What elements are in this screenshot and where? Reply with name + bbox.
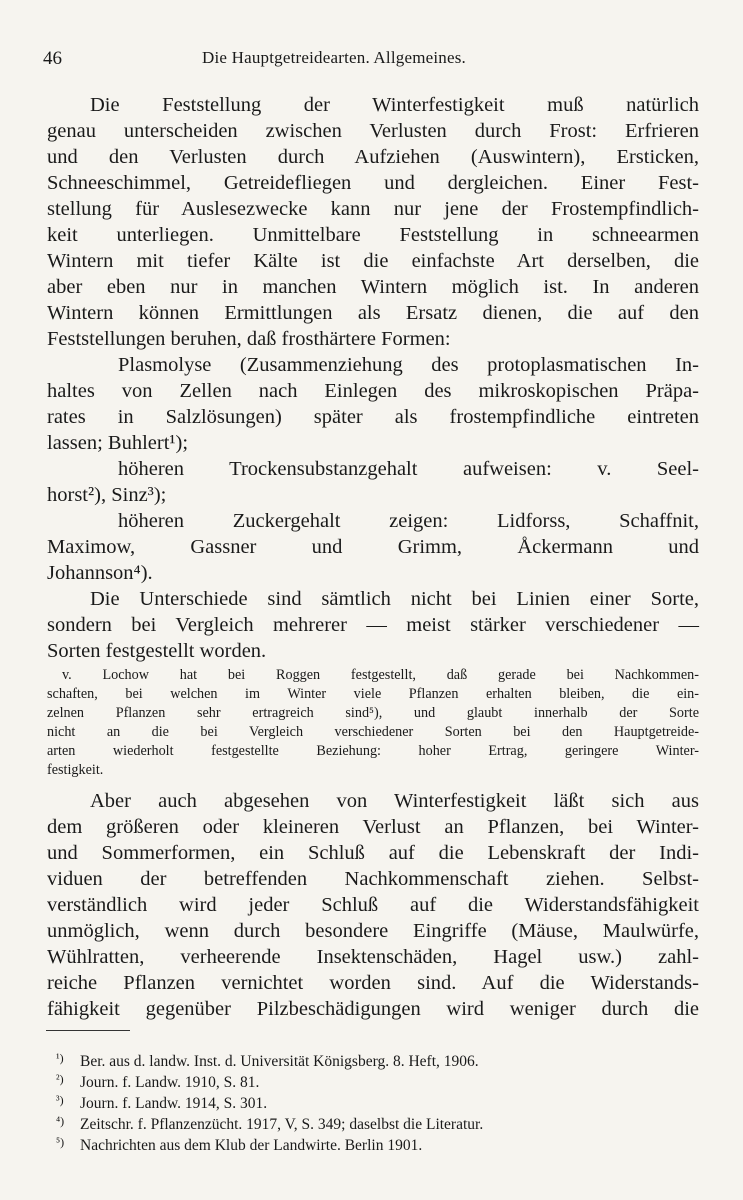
footnote-mark: ¹) xyxy=(56,1051,64,1065)
page-header xyxy=(43,44,703,74)
body-line: und Sommerformen, ein Schluß auf die Lebenskraft der Indi- xyxy=(47,842,699,864)
small-print-line: nicht an die bei Vergleich verschiedener Sorten bei den Hauptgetreide- xyxy=(47,724,699,740)
body-line: Maximow, Gassner und Grimm, Åckermann und xyxy=(47,536,699,558)
body-line: aber eben nur in manchen Wintern möglich ist. In anderen xyxy=(47,276,699,298)
body-line: höheren Trockensubstanzgehalt aufweisen: v. Seel- xyxy=(118,458,699,480)
body-line: höheren Zuckergehalt zeigen: Lidforss, Schaffnit, xyxy=(118,510,699,532)
footnote xyxy=(56,1048,700,1070)
body-line: unmöglich, wenn durch besondere Eingriffe (Mäuse, Maulwürfe, xyxy=(47,920,699,942)
body-line: Die Unterschiede sind sämtlich nicht bei Linien einer Sorte, xyxy=(90,588,699,610)
body-line: Wühlratten, verheerende Insektenschäden, Hagel usw.) zahl- xyxy=(47,946,699,968)
small-print-line: festigkeit. xyxy=(47,762,104,778)
footnote-text: Journ. f. Landw. 1910, S. 81. xyxy=(80,1074,260,1091)
small-print-line: schaften, bei welchen im Winter viele Pflanzen erhalten bleiben, die ein- xyxy=(47,686,699,702)
small-print-line: v. Lochow hat bei Roggen festgestellt, daß gerade bei Nachkommen- xyxy=(62,667,699,683)
body-line: stellung für Auslesezwecke kann nur jene der Frostempfindlich- xyxy=(47,198,699,220)
body-line: haltes von Zellen nach Einlegen des mikroskopischen Präpa- xyxy=(47,380,699,402)
footnote-mark: ²) xyxy=(56,1072,64,1086)
body-line: genau unterscheiden zwischen Verlusten durch Frost: Erfrieren xyxy=(47,120,699,142)
body-line: Johannson⁴). xyxy=(47,562,153,584)
body-line: viduen der betreffenden Nachkommenschaft ziehen. Selbst- xyxy=(47,868,699,890)
body-line: Wintern können Ermittlungen als Ersatz dienen, die auf den xyxy=(47,302,699,324)
footnote-rule xyxy=(46,1030,130,1031)
body-line: Plasmolyse (Zusammenziehung des protoplasmatischen In- xyxy=(118,354,699,376)
body-line: Aber auch abgesehen von Winterfestigkeit läßt sich aus xyxy=(90,790,699,812)
body-line: fähigkeit gegenüber Pilzbeschädigungen wird weniger durch die xyxy=(47,998,699,1020)
small-print-line: zelnen Pflanzen sehr ertragreich sind⁵), und glaubt innerhalb der Sorte xyxy=(47,705,699,721)
footnote xyxy=(56,1111,700,1133)
body-line: Sorten festgestellt worden. xyxy=(47,640,267,662)
body-line: keit unterliegen. Unmittelbare Feststellung in schneearmen xyxy=(47,224,699,246)
body-line: verständlich wird jeder Schluß auf die Widerstandsfähigkeit xyxy=(47,894,699,916)
body-line: Schneeschimmel, Getreidefliegen und dergleichen. Einer Fest- xyxy=(47,172,699,194)
footnote-text: Zeitschr. f. Pflanzenzücht. 1917, V, S. 349; daselbst die Literatur. xyxy=(80,1116,484,1133)
body-line: Feststellungen beruhen, daß frosthärtere Formen: xyxy=(47,328,451,350)
small-print-line: arten wiederholt festgestellte Beziehung: hoher Ertrag, geringere Winter- xyxy=(47,743,699,759)
body-line: dem größeren oder kleineren Verlust an Pflanzen, bei Winter- xyxy=(47,816,699,838)
footnote-text: Nachrichten aus dem Klub der Landwirte. Berlin 1901. xyxy=(80,1137,423,1154)
running-head: Die Hauptgetreidearten. Allgemeines. xyxy=(202,48,466,67)
footnote-text: Journ. f. Landw. 1914, S. 301. xyxy=(80,1095,268,1112)
body-line: lassen; Buhlert¹); xyxy=(47,432,189,454)
body-line: Die Feststellung der Winterfestigkeit muß natürlich xyxy=(90,94,699,116)
body-line: horst²), Sinz³); xyxy=(47,484,167,506)
body-line: rates in Salzlösungen) später als frostempfindliche eintreten xyxy=(47,406,699,428)
footnote-mark: ⁴) xyxy=(56,1114,65,1128)
footnote xyxy=(56,1090,700,1112)
footnote xyxy=(56,1132,700,1154)
footnote-mark: ³) xyxy=(56,1093,64,1107)
body-line: reiche Pflanzen vernichtet worden sind. Auf die Widerstands- xyxy=(47,972,699,994)
body-line: sondern bei Vergleich mehrerer — meist stärker verschiedener — xyxy=(47,614,699,636)
footnote xyxy=(56,1069,700,1091)
footnote-text: Ber. aus d. landw. Inst. d. Universität Königsberg. 8. Heft, 1906. xyxy=(80,1053,479,1070)
footnote-mark: ⁵) xyxy=(56,1135,65,1149)
body-line: und den Verlusten durch Aufziehen (Auswintern), Ersticken, xyxy=(47,146,699,168)
body-line: Wintern mit tiefer Kälte ist die einfachste Art derselben, die xyxy=(47,250,699,272)
page-number: 46 xyxy=(43,48,62,69)
